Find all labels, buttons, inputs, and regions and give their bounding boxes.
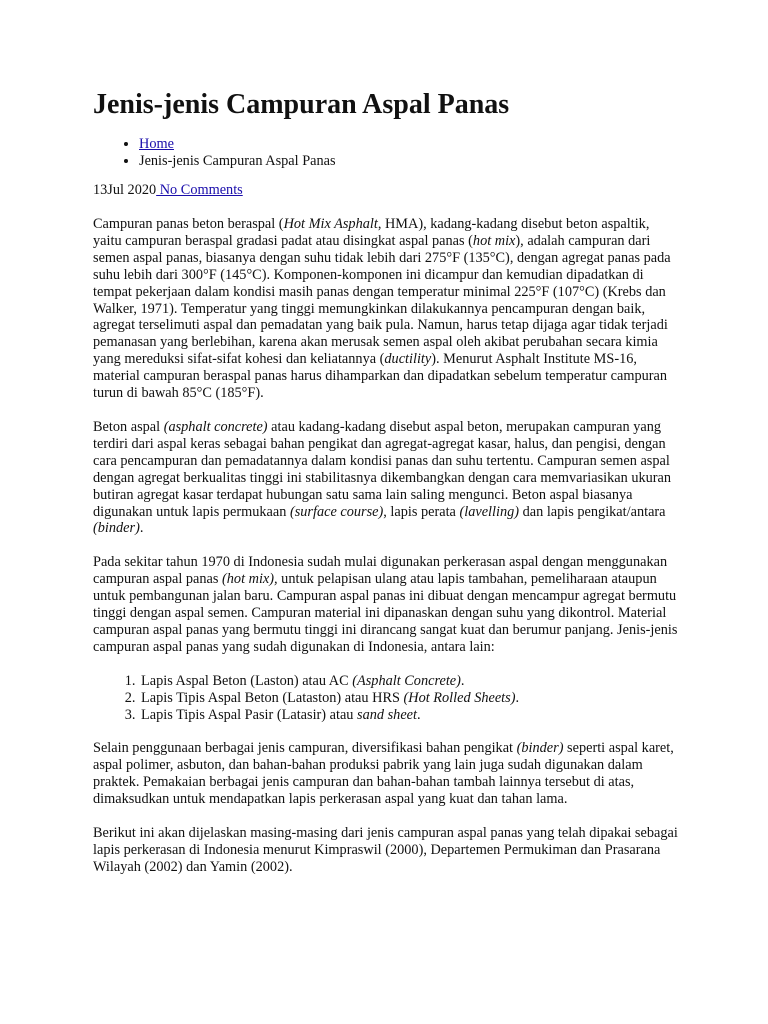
term: Hot Mix Asphalt: [283, 216, 378, 232]
term: ductility: [384, 351, 432, 368]
text: ), adalah campuran dari semen aspal panas, biasanya dengan suhu tidak lebih dari 275°F (135°C), dengan agregat panas pada suhu lebih dari 300°F (145°C). Komponen-komponen ini dicampur dan kemudian dipadatkan di tempat pekerjaan dalam kondisi masih panas dengan temperatur minimal 225°F (107°C) (Krebs dan Walker, 1971). Temperatur yang tinggi memungkinkan dilakukannya pencampuran dengan baik, agregat terselimuti aspal dan pemadatan yang baik pula. Namun, harus tetap dijaga agar tidak terjadi pemanasan yang berlebihan, karena akan merusak semen aspal oleh akibat perubahan secara kimia yang mereduksi sifat-sifat kohesi dan keliatannya (: [93, 232, 671, 368]
term: sand sheet: [357, 706, 417, 723]
paragraph-3: [93, 554, 678, 655]
text: Lapis Tipis Aspal Pasir (Latasir) atau: [141, 706, 358, 723]
text: .: [460, 672, 465, 689]
breadcrumb-item-current: • Jenis-jenis Campuran Aspal Panas: [139, 153, 678, 170]
term: (lavelling): [459, 503, 520, 520]
text: Selain penggunaan berbagai jenis campuran, diversifikasi bahan pengikat: [93, 740, 517, 757]
home-link[interactable]: Home: [139, 136, 174, 152]
term: (binder): [93, 520, 140, 537]
asphalt-types-list: [93, 673, 678, 724]
text: untuk pelapisan ulang atau lapis tambahan, pemeliharaan ataupun untuk pembangunan jalan baru. Campuran aspal panas ini dibuat dengan mencampur agregat bermutu tinggi dengan aspal semen. Campuran material ini dipanaskan dengan suhu yang dikontrol. Material campuran aspal panas yang bermutu tinggi ini dirancang sangat kuat dan berumur panjang. Jenis-jenis campuran aspal panas yang sudah digunakan di Indonesia, antara lain:: [93, 571, 678, 655]
term: (Asphalt Concrete): [352, 672, 461, 689]
text: Lapis Aspal Beton (Laston) atau AC: [141, 672, 353, 689]
paragraph-1: [93, 216, 678, 402]
text: , lapis perata: [383, 503, 460, 520]
term: hot mix: [472, 232, 516, 249]
text: Campuran panas beton beraspal (: [93, 216, 284, 232]
text: dan lapis pengikat/antara: [519, 503, 666, 520]
text: seperti aspal karet, aspal polimer, asbuton, dan bahan-bahan produksi pabrik yang lain juga sudah digunakan dalam praktek. Pemakaian berbagai jenis campuran dan bahan-bahan tambah lainnya tersebut di atas, dimaksudkan untuk mendapatkan lapis perkerasan aspal yang kuat dan tahan lama.: [93, 740, 674, 808]
post-meta: [93, 182, 678, 199]
breadcrumb: [93, 136, 678, 170]
list-item: [139, 707, 678, 724]
text: Lapis Tipis Aspal Beton (Lataston) atau HRS: [141, 689, 404, 706]
text: .: [515, 689, 520, 706]
article: [93, 88, 678, 893]
term: (asphalt concrete): [163, 418, 268, 435]
text: Pada sekitar tahun 1970 di Indonesia sudah mulai digunakan perkerasan aspal dengan menggunakan campuran aspal panas: [93, 554, 668, 588]
paragraph-5: Berikut ini akan dijelaskan masing-masing dari jenis campuran aspal panas yang telah dipakai sebagai lapis perkerasan di Indonesia menurut Kimpraswil (2000), Departemen Permukiman dan Prasarana Wilayah (2002) dan Yamin (2002).: [93, 825, 678, 875]
text: ). Menurut Asphalt Institute MS-16, material campuran beraspal panas harus dihamparkan dan dipadatkan sebelum temperatur campuran turun di bawah 85°C (185°F).: [93, 351, 668, 402]
list-item: [139, 690, 678, 707]
term: (binder): [516, 740, 564, 757]
text: Beton aspal: [93, 418, 164, 435]
text: , HMA), kadang-kadang disebut beton aspaltik, yaitu campuran beraspal gradasi padat atau disingkat aspal panas (: [93, 216, 650, 249]
term: (hot mix),: [222, 571, 278, 588]
page-title: Jenis-jenis Campuran Aspal Panas: [93, 89, 510, 120]
comments-link[interactable]: No Comments: [156, 182, 243, 198]
paragraph-4: [93, 740, 678, 808]
breadcrumb-item-home: [139, 136, 678, 153]
paragraph-2: [93, 419, 678, 537]
text: .: [417, 706, 421, 723]
term: (Hot Rolled Sheets): [403, 689, 516, 706]
text: atau kadang-kadang disebut aspal beton, merupakan campuran yang terdiri dari aspal keras sebagai bahan pengikat dan agregat-agregat kasar, halus, dan pengisi, dengan cara pencampuran dan pemadatannya dalam kondisi panas dan suhu tertentu. Campuran semen aspal dengan agregat berkualitas tinggi ini stabilitasnya dikembangkan dengan cara memvariasikan ukuran butiran agregat kasar terdapat hubungan satu sama lain saling mengunci. Beton aspal biasanya digunakan untuk lapis permukaan: [93, 418, 672, 520]
list-item: [139, 673, 678, 690]
term: (surface course): [289, 503, 384, 520]
post-date: 13Jul 2020: [93, 182, 157, 198]
text: .: [139, 520, 144, 537]
